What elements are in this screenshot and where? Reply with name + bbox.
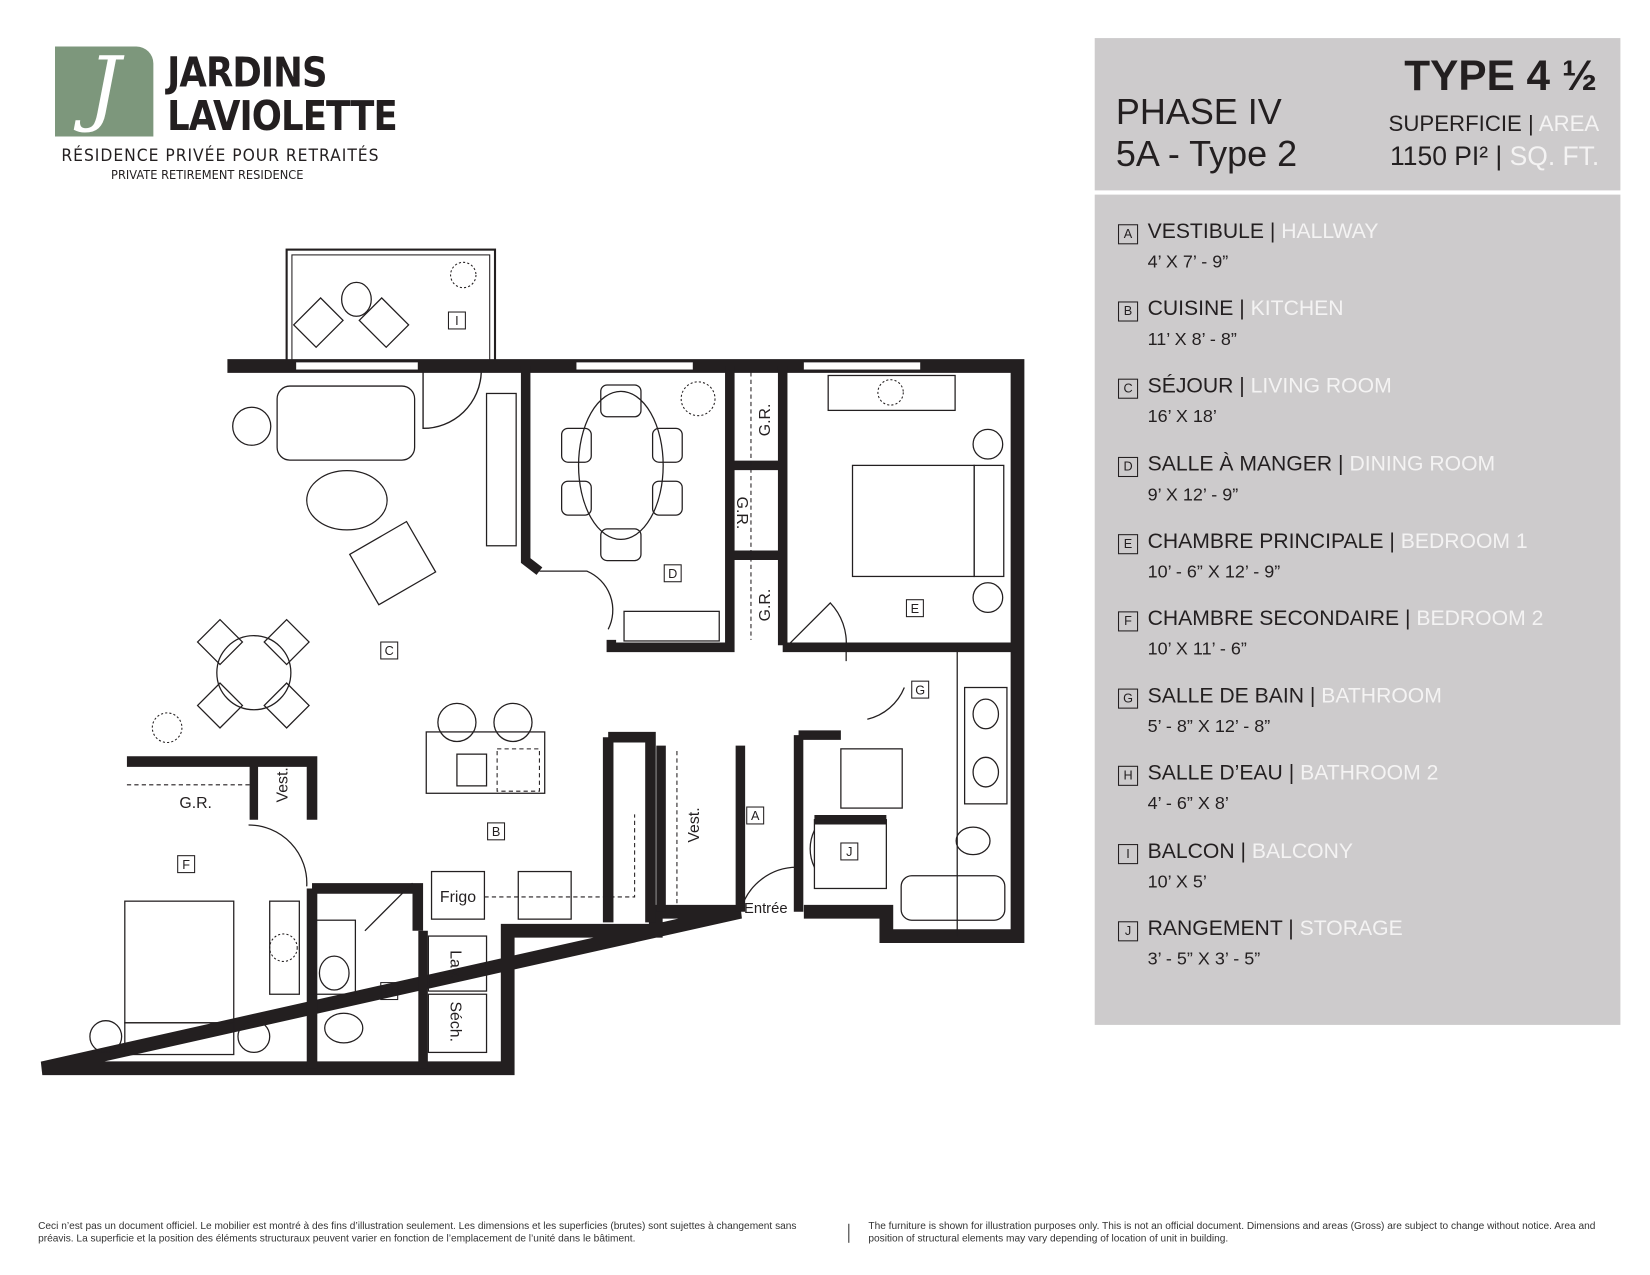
room-name-fr: CHAMBRE PRINCIPALE | (1147, 529, 1395, 553)
balcony-table (342, 282, 372, 316)
room-name-fr: VESTIBULE | (1147, 220, 1276, 244)
logo-monogram: J (87, 40, 121, 136)
room-tag: J (846, 845, 853, 860)
room-tag: B (491, 825, 501, 840)
room-letter-badge: H (1118, 766, 1138, 786)
lamp-icon (973, 583, 1003, 613)
room-letter-badge: I (1118, 844, 1138, 864)
wall (526, 366, 540, 571)
room-name (1148, 375, 1392, 399)
balcony-door (423, 372, 481, 428)
room-name (1148, 685, 1442, 709)
logo-tagline-en: PRIVATE RETIREMENT RESIDENCE (111, 167, 304, 182)
room-name (1148, 839, 1353, 863)
dryer-label: Séch. (446, 1001, 464, 1043)
room-letter-badge: E (1118, 534, 1138, 554)
area-label: SUPERFICIE | AREA (1388, 112, 1600, 137)
toilet-icon (325, 1013, 363, 1043)
room-name (1148, 917, 1403, 941)
stove (518, 872, 571, 920)
dishwasher (497, 749, 539, 791)
sink-icon (319, 956, 349, 990)
lamp-icon (233, 407, 271, 445)
room-dimensions: 3’ - 5” X 3’ - 5” (1147, 948, 1261, 969)
logo-line2: LAVIOLETTE (167, 93, 397, 141)
balcony-chair (359, 298, 408, 347)
buffet (624, 611, 719, 641)
room-tag: G (915, 683, 926, 698)
vest-label: Vest. (274, 767, 292, 803)
round-table (217, 636, 291, 710)
room-name (1148, 762, 1439, 786)
room-letter-badge: C (1118, 379, 1138, 399)
toilet-icon (956, 827, 990, 855)
room-dimensions: 16’ X 18’ (1147, 406, 1217, 427)
model-label: 5A - Type 2 (1115, 134, 1298, 175)
room-tag: E (910, 601, 920, 616)
room-dimensions: 5’ - 8” X 12’ - 8” (1147, 716, 1271, 737)
room-tag: F (182, 857, 191, 872)
fridge-label: Frigo (439, 889, 477, 907)
tv-unit (487, 393, 517, 545)
kitchen-column (608, 737, 650, 922)
balcony-chair (294, 298, 343, 347)
room-letter-badge: G (1118, 689, 1138, 709)
room-name (1148, 530, 1528, 554)
room-name (1148, 297, 1344, 321)
closet-label: G.R. (179, 795, 212, 813)
room-name-fr: SALLE D’EAU | (1147, 761, 1295, 786)
room-name-en: BEDROOM 2 (1416, 607, 1544, 631)
room-name-fr: SALLE DE BAIN | (1147, 684, 1316, 708)
room-name-en: BALCONY (1251, 839, 1353, 863)
room-name-en: BEDROOM 1 (1400, 529, 1528, 553)
room-name-en: HALLWAY (1281, 220, 1379, 244)
lamp-icon (973, 429, 1003, 459)
phase-label: PHASE IV (1115, 92, 1282, 133)
bath-door (867, 688, 904, 720)
balcony-inner (292, 255, 490, 362)
room-name-en: DINING ROOM (1349, 452, 1496, 476)
bedroom-door (788, 603, 846, 647)
sink-icon (457, 754, 487, 786)
room-letter-badge: B (1118, 302, 1138, 322)
room-dimensions: 9’ X 12’ - 9” (1147, 483, 1239, 505)
room-name (1148, 220, 1379, 244)
area-value: 1150 PI² | SQ. FT. (1390, 141, 1600, 172)
closet-label: G.R. (757, 588, 775, 622)
coffee-table (307, 471, 387, 530)
plant-icon (152, 713, 182, 743)
room-name-en: KITCHEN (1250, 297, 1344, 321)
unit-header (1095, 38, 1621, 190)
room-dimensions: 10’ X 11’ - 6” (1147, 638, 1247, 659)
bed-queen (853, 465, 975, 576)
dining-door (539, 571, 612, 629)
dining-table (579, 391, 664, 539)
room-name-fr: SÉJOUR | (1147, 374, 1245, 399)
kitchen-island (426, 732, 544, 793)
logo-tagline-fr: RÉSIDENCE PRIVÉE POUR RETRAITÉS (61, 144, 380, 166)
plant-icon (270, 934, 298, 962)
room-name-en: LIVING ROOM (1250, 374, 1392, 399)
room-legend (1095, 195, 1621, 1025)
plant-icon (451, 262, 476, 287)
room-name-en: BATHROOM (1321, 684, 1442, 708)
sofa (277, 386, 415, 460)
stool (494, 703, 532, 741)
footer-divider (848, 1224, 849, 1243)
sink-icon (973, 699, 998, 729)
room-name-fr: BALCON | (1147, 839, 1246, 863)
unit-type: TYPE 4 ½ (1404, 52, 1598, 100)
bed-double (125, 901, 234, 1023)
room-name-fr: CUISINE | (1147, 297, 1245, 321)
closet-label: G.R. (733, 496, 751, 530)
room-name-en: STORAGE (1299, 916, 1403, 941)
bathtub (901, 876, 1005, 920)
dining-chairs (562, 385, 683, 561)
vest-label: Vest. (686, 807, 704, 843)
dresser (270, 901, 300, 994)
room-tag: I (455, 314, 459, 329)
logo-line1: JARDINS (167, 49, 327, 98)
plant-icon (681, 382, 715, 416)
wall (799, 735, 887, 912)
armchair (350, 522, 436, 605)
room-name (1148, 452, 1496, 476)
room-tag: C (384, 644, 394, 659)
room-dimensions: 10’ X 5’ (1147, 871, 1207, 892)
room-name-fr: CHAMBRE SECONDAIRE | (1147, 607, 1411, 631)
room-name-en: BATHROOM 2 (1300, 761, 1439, 786)
vanity (315, 920, 355, 994)
room-dimensions: 4’ X 7’ - 9” (1147, 251, 1229, 272)
closet-label: G.R. (757, 403, 775, 437)
room-letter-badge: D (1118, 456, 1138, 476)
disclaimer-en: The furniture is shown for illustration purposes only. This is not an official document. Dimensions and areas (Gross) are subject to change without notice. Area and position of structural elements may vary depending of location of unit in building. (868, 1220, 1596, 1245)
shower (841, 749, 902, 808)
room-dimensions: 4’ - 6” X 8’ (1147, 793, 1229, 814)
room-name-fr: SALLE À MANGER | (1147, 452, 1344, 476)
sink-icon (973, 757, 998, 787)
room-letter-badge: J (1118, 921, 1138, 941)
plant-icon (878, 380, 903, 405)
room-tag: D (668, 567, 678, 582)
room-name (1148, 607, 1544, 631)
bedroom2-door (249, 825, 307, 886)
entry-label: Entrée (743, 900, 788, 917)
disclaimer-fr: Ceci n’est pas un document officiel. Le mobilier est montré à des fins d’illustration seulement. Les dimensions et les superficies (brutes) sont sujettes à changement sans préavis. La superficie et la position des éléments structuraux peuvent varier en fonction de l’emplacement de l’unité dans le bâtiment. (38, 1220, 797, 1245)
room-name-fr: RANGEMENT | (1147, 916, 1294, 941)
washer-label: Lav. (446, 950, 464, 980)
room-dimensions: 10’ - 6” X 12’ - 9” (1147, 561, 1281, 582)
room-letter-badge: A (1118, 224, 1138, 244)
bed-headboard (974, 465, 1004, 576)
stool (438, 703, 476, 741)
room-tag: A (750, 809, 760, 824)
room-tag: H (384, 984, 394, 999)
storage-door (810, 830, 814, 867)
windows (74, 366, 920, 957)
room-dimensions: 11’ X 8’ - 8” (1147, 329, 1237, 350)
room-letter-badge: F (1118, 611, 1138, 631)
